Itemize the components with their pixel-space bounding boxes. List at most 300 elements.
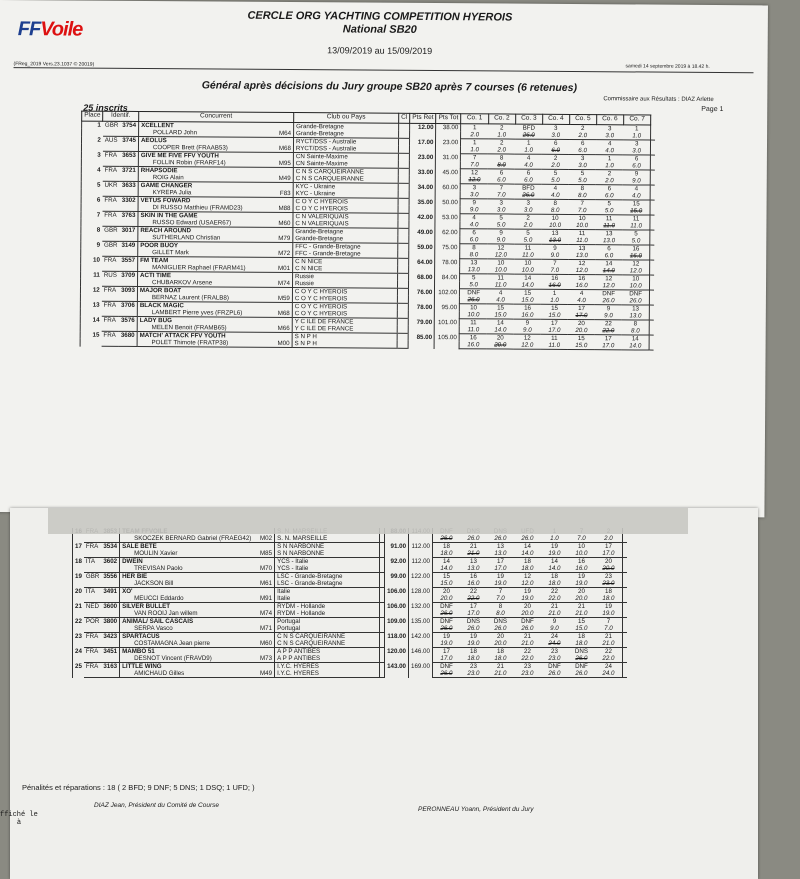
row-end (650, 298, 655, 306)
row-end (651, 155, 656, 163)
race-position-cell: 17 (578, 305, 585, 313)
race-score-cell: 7.0 (568, 535, 595, 543)
place-cell: 17 (73, 543, 84, 558)
club-cell: FFC - Grande-Bretagne (293, 243, 398, 251)
race-score-cell: 8.0 (622, 327, 650, 335)
row-end (650, 283, 655, 291)
skipper-category: M68 (278, 144, 291, 153)
race-score-cell: 12.0 (622, 267, 650, 275)
race-position-cell: 4 (607, 140, 612, 148)
race-position-cell: 5 (634, 230, 638, 238)
race-position-cell: 10 (497, 259, 505, 267)
spacer (102, 309, 119, 317)
race-position-cell: 14 (432, 558, 460, 566)
race-score-cell: 10.0 (622, 282, 650, 290)
column-header: Identif. (103, 111, 139, 121)
race-score-cell: 19.0 (514, 595, 541, 603)
skipper-category: M79 (278, 234, 291, 243)
race-score-cell: 4.0 (596, 147, 623, 155)
race-position-cell: 3 (634, 140, 639, 148)
points-total-cell: 105.00 (434, 334, 459, 349)
club-cell: C O Y C HYEROIS (292, 310, 397, 318)
race-position-cell: 13 (551, 229, 559, 237)
club-cell: YCS - Italie (275, 558, 380, 566)
race-score-cell: 6.0 (623, 162, 651, 170)
race-position-cell: 15 (577, 335, 585, 343)
race-position-cell: 18 (470, 648, 477, 655)
class-cell (380, 610, 385, 618)
points-total-cell: 23.00 (436, 139, 461, 154)
club-cell: C N NICE (293, 258, 398, 266)
spacer (103, 129, 120, 137)
club-cell: Grande-Bretagne (294, 123, 399, 131)
race-position-cell: 9 (460, 199, 488, 207)
skipper-cell (137, 339, 292, 348)
race-position-cell: 1 (461, 124, 489, 132)
spacer (101, 625, 119, 633)
club-cell: C O Y C HYEROIS (293, 205, 398, 213)
print-date: samedi 14 septembre 2019 à 18.42 h. (625, 63, 710, 70)
race-position-cell: DNS (574, 648, 588, 655)
nation-cell: FRA (85, 663, 99, 670)
race-position-cell: 17 (605, 543, 612, 550)
row-end (650, 193, 655, 201)
skipper-cell (120, 535, 275, 543)
race-score-cell: 6.0 (542, 147, 569, 155)
race-position-cell: 14 (524, 274, 532, 282)
race-score-cell: 5.0 (488, 221, 515, 229)
race-position-cell: 23 (605, 573, 612, 580)
place-cell: 19 (73, 573, 84, 588)
table-row (73, 573, 627, 581)
table-row (73, 543, 627, 551)
race-position-cell: 14 (551, 558, 558, 565)
race-score-cell: 21.0 (595, 640, 623, 648)
spacer (84, 580, 101, 588)
points-total-cell: 53.00 (435, 214, 460, 229)
race-position-cell: 10 (578, 543, 585, 550)
race-score-cell: 23.0 (460, 670, 487, 678)
table-row-sub (73, 625, 627, 633)
nation-cell: RUS (103, 271, 117, 279)
table-row-sub (73, 595, 627, 603)
spacer (119, 339, 137, 347)
race-position-cell: 3 (499, 199, 504, 207)
skipper-name: MELEN Benoit (FRAMB65) (151, 324, 227, 332)
row-end (622, 558, 627, 566)
race-position-cell: 12 (497, 244, 505, 252)
spacer (120, 144, 138, 152)
row-end (650, 170, 655, 178)
skipper-name: BERNAZ Laurent (FRALB8) (151, 294, 229, 302)
blurred-header-strip (48, 508, 688, 534)
race-score-cell: 26.0 (487, 535, 514, 543)
class-cell (398, 153, 409, 161)
race-score-cell: 9.0 (595, 312, 622, 320)
spacer (101, 655, 119, 663)
row-end (649, 313, 654, 321)
race-position-cell: 8 (499, 154, 504, 162)
boat-name-cell: MAJOR BOAT (137, 286, 292, 295)
club-cell: RYDM - Hollande (275, 603, 380, 611)
race-score-cell: 12.0 (514, 342, 541, 350)
sail-number-cell: 3706 (121, 301, 135, 309)
spacer (120, 159, 138, 167)
skipper-category: M02 (260, 535, 273, 542)
class-cell (398, 198, 409, 206)
skipper-category: M64 (278, 129, 292, 138)
race-score-cell: 7.0 (487, 595, 514, 603)
race-position-cell: 3 (608, 125, 612, 133)
race-score-cell: 13.0 (595, 237, 622, 245)
race-position-cell: 11 (551, 334, 558, 342)
sail-number-cell: 3754 (122, 121, 137, 129)
race-score-cell: 26.0 (460, 296, 488, 304)
skipper-name: JACKSON Bill (134, 580, 174, 587)
race-score-cell: 2.0 (569, 132, 596, 140)
race-score-cell: 20.0 (432, 595, 460, 603)
race-score-cell: 5.0 (596, 207, 623, 215)
class-cell (397, 311, 408, 319)
race-score-cell: 17.0 (460, 610, 487, 618)
class-cell (398, 138, 409, 146)
column-header: Cl (399, 113, 410, 123)
class-cell (380, 580, 385, 588)
nation-cell: POR (85, 618, 100, 625)
class-cell (398, 146, 409, 154)
row-end (651, 133, 656, 141)
race-score-cell: 21.0 (541, 610, 568, 618)
race-position-cell: 7 (461, 154, 489, 162)
race-score-cell: 11.0 (623, 222, 651, 230)
place-cell: 23 (73, 633, 84, 648)
place-cell: 13 (80, 301, 101, 316)
race-position-cell: DNF (432, 663, 460, 671)
table-row (73, 648, 627, 656)
race-position-cell: 5 (499, 214, 503, 222)
skipper-name: LAMBERT Pierre yves (FRZPL6) (151, 309, 243, 317)
place-cell: 6 (81, 196, 102, 211)
race-score-cell: 6.0 (488, 176, 515, 184)
race-score-cell: 6.0 (460, 236, 488, 244)
race-score-cell: 9.0 (623, 177, 651, 185)
race-score-cell: 5.0 (622, 237, 650, 245)
boat-name-cell: ACTI TIME (138, 271, 293, 280)
race-score-cell: 3.0 (515, 207, 542, 215)
race-position-cell: 15 (497, 304, 504, 312)
race-score-cell: 4.0 (568, 297, 595, 305)
race-score-cell: 12.0 (595, 282, 622, 290)
race-score-cell: 3.0 (569, 162, 596, 170)
class-cell (398, 266, 409, 274)
nation-cell: FRA (104, 151, 118, 159)
race-position-cell: 4 (460, 214, 488, 222)
race-position-cell: 8 (498, 603, 503, 610)
event-title: CERCLE ORG YACHTING COMPETITION HYEROIS (247, 9, 513, 24)
race-score-cell: 16.0 (622, 252, 650, 260)
race-score-cell: 19.0 (541, 550, 568, 558)
table-row (73, 663, 627, 671)
skipper-name: GILLET Mark (152, 249, 189, 257)
race-score-cell: 24.0 (595, 670, 623, 678)
spacer (102, 234, 119, 242)
boat-name-cell: GAME CHANGER (138, 181, 293, 190)
race-score-cell: 12.0 (487, 251, 514, 259)
skipper-category: M49 (260, 670, 273, 677)
club-cell: C N S CARQUEIRANNE (275, 633, 380, 641)
row-end (650, 178, 655, 186)
race-position-cell: 6 (607, 245, 611, 253)
commissaire: Commissaire aux Résultats : DIAZ Arlette (603, 96, 714, 103)
race-score-cell: 5.0 (542, 177, 569, 185)
skipper-name: POLET Thimote (FRATP38) (151, 339, 229, 347)
skipper-name: DI RUSSO Matthieu (FRAMD23) (152, 204, 243, 212)
race-score-cell: 15.0 (623, 207, 651, 215)
race-position-cell: 15 (632, 200, 640, 208)
row-end (622, 550, 627, 558)
race-score-cell: 26.0 (595, 297, 622, 305)
race-score-cell: 16.0 (460, 580, 487, 588)
points-total-cell: 112.00 (409, 558, 433, 573)
nation-cell: FRA (104, 166, 117, 174)
class-cell (398, 176, 409, 184)
race-position-cell: 17 (470, 603, 477, 610)
race-position-cell: 7 (499, 184, 504, 192)
race-score-cell: 7.0 (488, 191, 515, 199)
club-cell: Grande-Bretagne (293, 228, 398, 236)
boat-name-cell: SPARTACUS (120, 633, 275, 641)
spacer (102, 189, 119, 197)
points-total-cell: 128.00 (409, 588, 433, 603)
race-position-cell: 3 (580, 155, 585, 163)
skipper-category: M49 (278, 174, 291, 183)
place-cell: 20 (73, 588, 84, 603)
race-score-cell: 20.0 (568, 595, 595, 603)
column-header: Co. 2 (488, 114, 515, 124)
spacer (103, 144, 120, 152)
club-cell: Portugal (275, 618, 380, 626)
race-position-cell: 19 (470, 633, 477, 640)
club-cell: S N P H (292, 340, 397, 348)
race-score-cell: 21.0 (460, 550, 487, 558)
race-position-cell: DNF (432, 618, 460, 626)
points-retained-cell: 68.00 (409, 273, 435, 288)
race-score-cell: 26.0 (515, 132, 542, 140)
skipper-cell (120, 625, 275, 633)
nation-cell: FRA (103, 301, 117, 309)
class-title: National SB20 (342, 23, 417, 36)
race-score-cell: 2.0 (515, 222, 542, 230)
race-position-cell: 6 (526, 169, 531, 177)
column-header: Co. 6 (596, 115, 623, 125)
boat-name-cell: FM TEAM (138, 256, 293, 265)
race-score-cell: 2.0 (595, 535, 623, 543)
club-cell: C O Y C HYEROIS (292, 295, 397, 303)
spacer (84, 550, 101, 558)
nation-cell: ITA (85, 558, 96, 565)
skipper-cell (120, 595, 275, 603)
skipper-name: MANIGLIER Raphael (FRARM41) (152, 264, 246, 272)
race-position-cell: 8 (553, 199, 558, 207)
race-position-cell: 16 (578, 558, 585, 565)
skipper-cell (120, 640, 275, 648)
race-score-cell: 12.0 (460, 176, 488, 184)
sail-number-cell: 3556 (103, 573, 118, 580)
points-total-cell: 169.00 (409, 663, 433, 678)
row-end (622, 640, 627, 648)
race-position-cell: 20 (432, 588, 460, 596)
row-end (622, 625, 627, 633)
nation-cell: FRA (103, 331, 116, 339)
race-position-cell: 7 (553, 259, 557, 267)
race-score-cell: 16.0 (568, 282, 595, 290)
race-score-cell: 1.0 (623, 132, 651, 140)
sail-number-cell: 3149 (121, 241, 136, 249)
race-score-cell: 14.0 (432, 565, 460, 573)
club-cell: Italie (275, 595, 380, 603)
race-position-cell: 9 (499, 229, 503, 237)
race-score-cell: 5.0 (514, 237, 541, 245)
skipper-category: M73 (260, 655, 273, 662)
race-position-cell: 8 (460, 244, 488, 252)
table-row-sub (73, 610, 627, 618)
race-position-cell: DNF (460, 289, 488, 297)
ffvoile-logo: FFVoile (17, 18, 83, 41)
club-cell: S N NARBONNE (275, 543, 380, 551)
club-cell: Italie (275, 588, 380, 596)
skipper-category: M88 (278, 204, 291, 213)
race-score-cell: 10.0 (487, 266, 514, 274)
race-position-cell: 4 (553, 184, 558, 192)
spacer (119, 279, 137, 287)
table-row (73, 588, 627, 596)
race-position-cell: 5 (553, 169, 558, 177)
spacer (119, 249, 137, 257)
points-total-cell: 84.00 (435, 274, 460, 289)
club-cell: Y C ILE DE FRANCE (292, 318, 397, 326)
club-cell: Portugal (275, 625, 380, 633)
race-position-cell: 18 (578, 633, 585, 640)
race-position-cell: 9 (634, 170, 639, 178)
points-retained-cell: 85.00 (408, 333, 434, 348)
spacer (101, 640, 119, 648)
place-cell: 4 (81, 166, 102, 181)
race-position-cell: DNS (466, 618, 480, 625)
skipper-category: M70 (260, 565, 273, 572)
row-end (622, 595, 627, 603)
race-position-cell: 21 (605, 633, 612, 640)
boat-name-cell: HER BIE (120, 573, 275, 581)
race-position-cell: 20 (496, 334, 504, 342)
class-cell (380, 640, 385, 648)
race-score-cell: 21.0 (487, 670, 514, 678)
race-score-cell: 15.0 (568, 625, 595, 633)
class-cell (398, 168, 409, 176)
skipper-cell (120, 580, 275, 588)
points-retained-cell: 106.00 (385, 603, 409, 618)
race-score-cell: 8.0 (569, 192, 596, 200)
race-score-cell: 11.0 (541, 342, 568, 350)
race-score-cell: 16.0 (541, 282, 568, 290)
sail-number-cell: 3763 (121, 211, 136, 219)
race-position-cell: 20 (497, 633, 504, 640)
race-position-cell: 7 (498, 588, 503, 595)
club-cell: C O Y C HYEROIS (292, 288, 397, 296)
race-position-cell: 2 (581, 125, 585, 133)
race-position-cell: 8 (633, 320, 638, 328)
boat-name-cell: LITTLE WING (120, 663, 275, 671)
race-score-cell: 1.0 (541, 297, 568, 305)
skipper-category: M95 (278, 159, 291, 168)
race-position-cell: 9 (525, 319, 530, 327)
race-score-cell: 17.0 (432, 655, 460, 663)
race-position-cell: 2 (553, 154, 558, 162)
club-cell: C N VALERIQUAIS (293, 213, 398, 221)
race-score-cell: 19.0 (487, 580, 514, 588)
spacer (101, 595, 119, 603)
class-cell (398, 161, 409, 169)
club-cell: S N NARBONNE (275, 550, 380, 558)
club-cell: LSC - Grande-Bretagne (275, 573, 380, 581)
points-total-cell: 75.00 (435, 244, 460, 259)
spacer (102, 279, 119, 287)
column-header: Co. 7 (623, 115, 651, 125)
class-cell (397, 296, 408, 304)
race-position-cell: 3 (460, 184, 488, 192)
race-position-cell: 18 (524, 558, 531, 565)
points-retained-cell: 78.00 (408, 303, 434, 318)
points-retained-cell: 33.00 (409, 168, 435, 183)
boat-name-cell: MAMBO 51 (120, 648, 275, 656)
column-header: Place (82, 111, 103, 121)
points-retained-cell: 91.00 (385, 543, 409, 558)
column-header: Pts Tot (436, 114, 461, 124)
race-score-cell: 22.0 (541, 595, 568, 603)
row-end (622, 573, 627, 581)
table-row-sub (73, 655, 627, 663)
skipper-category: M71 (260, 625, 273, 632)
race-score-cell: 13.0 (460, 266, 488, 274)
column-header: Club ou Pays (294, 113, 399, 124)
club-cell: CN Sainte-Maxime (293, 160, 398, 168)
spacer (84, 640, 101, 648)
race-position-cell: 14 (631, 335, 639, 343)
club-cell: RYCT/DSS - Australie (293, 138, 398, 146)
race-position-cell: 19 (524, 588, 531, 595)
race-position-cell: 16 (578, 275, 586, 283)
boat-name-cell: ANIMAL/ SAIL CASCAIS (120, 618, 275, 626)
boat-name-cell: POOR BUOY (138, 241, 293, 250)
row-end (650, 238, 655, 246)
row-end (650, 185, 655, 193)
race-position-cell: 21 (497, 663, 504, 670)
points-retained-cell: 59.00 (409, 243, 435, 258)
race-position-cell: 12 (460, 169, 488, 177)
race-score-cell: 19.0 (568, 580, 595, 588)
class-cell (398, 228, 409, 236)
skipper-name: SUTHERLAND Christian (152, 234, 221, 242)
race-score-cell: 18.0 (541, 580, 568, 588)
race-score-cell: 2.0 (596, 177, 623, 185)
race-position-cell: 15 (432, 573, 460, 581)
race-position-cell: 10 (632, 275, 640, 283)
points-total-cell: 122.00 (409, 573, 433, 588)
race-position-cell: 21 (551, 603, 558, 610)
race-position-cell: 1 (461, 139, 489, 147)
class-cell (398, 236, 409, 244)
sail-number-cell: 3602 (103, 558, 118, 565)
club-cell: C O Y C HYEROIS (292, 303, 397, 311)
